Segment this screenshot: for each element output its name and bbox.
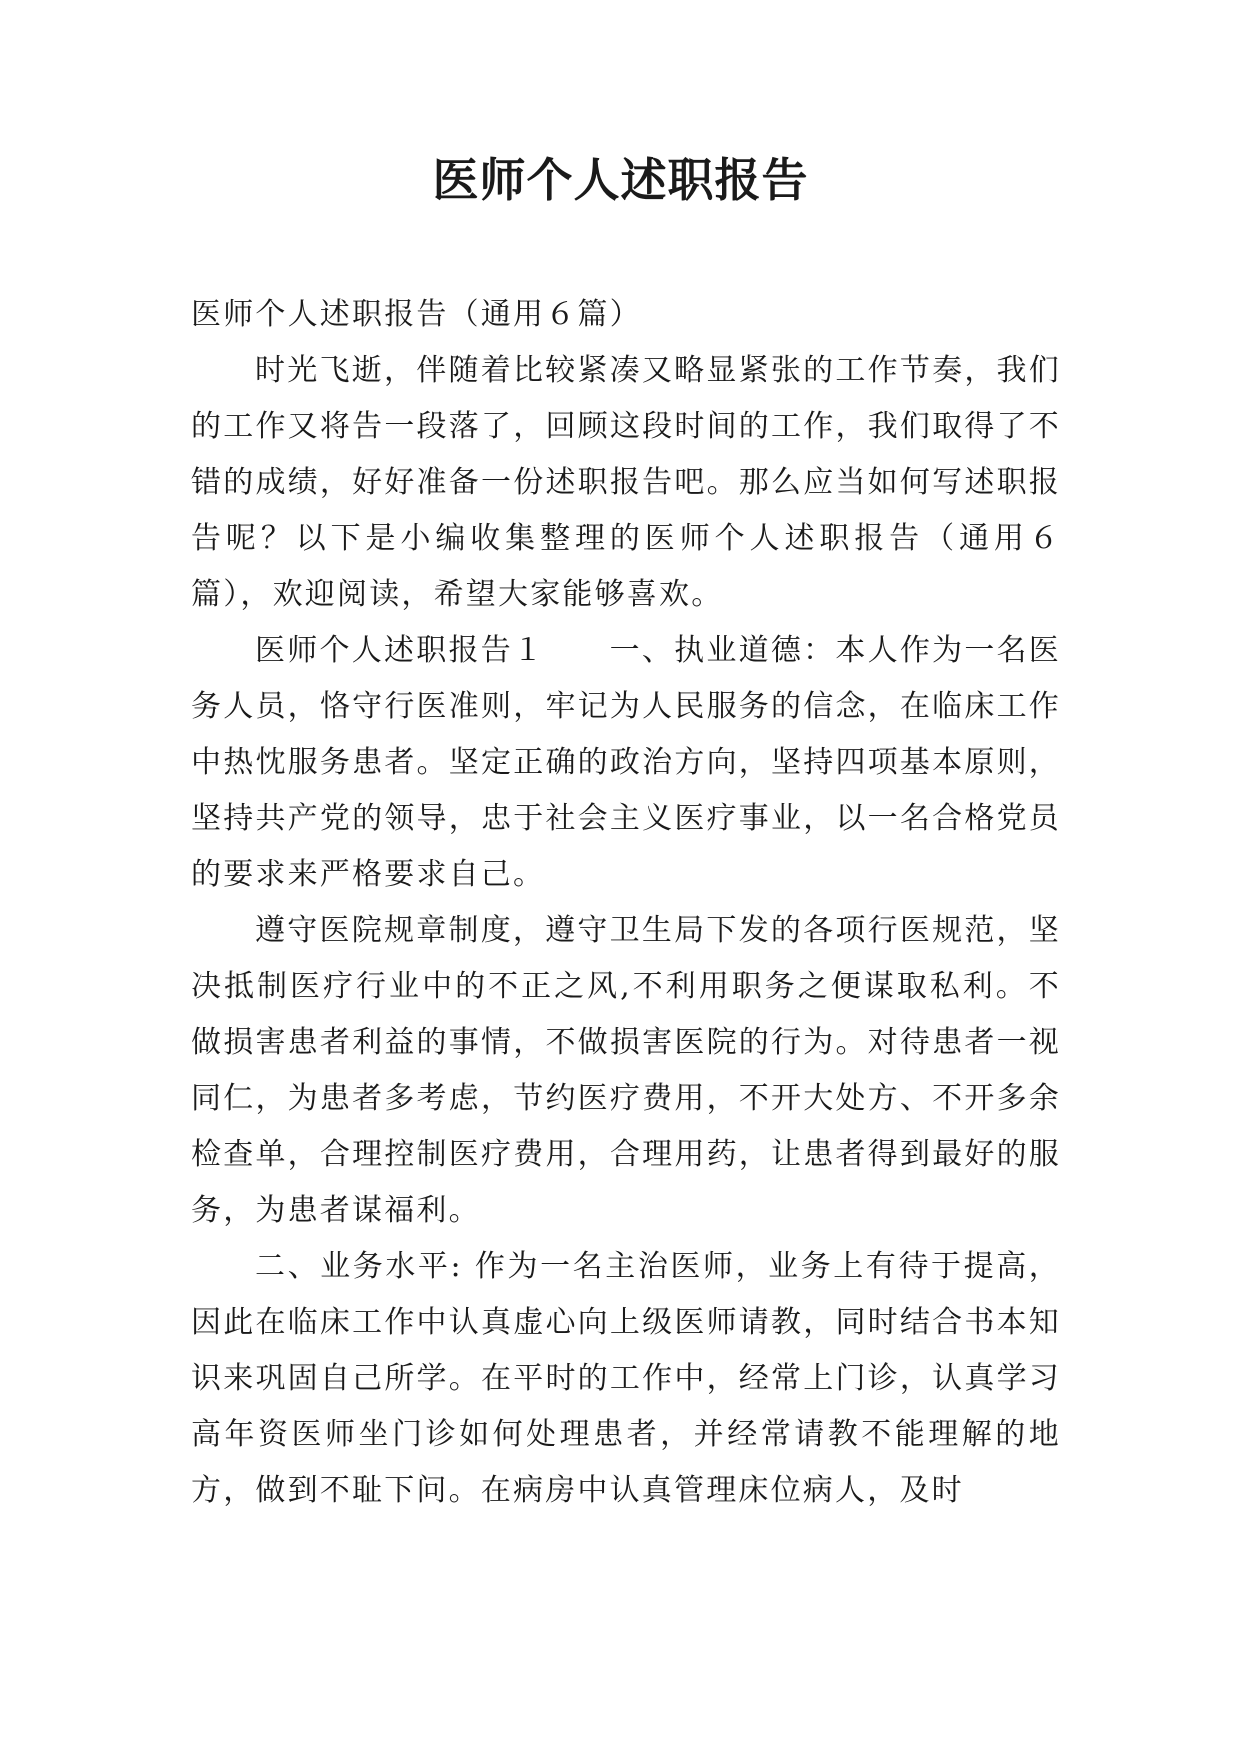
paragraph-rules: 遵守医院规章制度，遵守卫生局下发的各项行医规范，坚决抵制医疗行业中的不正之风,不利用职务之便谋取私利。不做损害患者利益的事情，不做损害医院的行为。对待患者一视同仁，为患者多考虑，节约医疗费用，不开大处方、不开多余检查单，合理控制医疗费用，合理用药，让患者得到最好的服务，为患者谋福利。 [191,913,1061,1228]
paragraph-intro: 时光飞逝，伴随着比较紧凑又略显紧张的工作节奏，我们的工作又将告一段落了，回顾这段时间的工作，我们取得了不错的成绩，好好准备一份述职报告吧。那么应当如何写述职报告呢？以下是小编收集整理的医师个人述职报告（通用６篇），欢迎阅读，希望大家能够喜欢。 [191,353,1061,612]
paragraph-subtitle: 医师个人述职报告（通用６篇） [191,297,642,332]
paragraph-skills: 二、业务水平: 作为一名主治医师，业务上有待于提高，因此在临床工作中认真虚心向上级医师请教，同时结合书本知识来巩固自己所学。在平时的工作中，经常上门诊，认真学习高年资医师坐门诊如何处理患者，并经常请教不能理解的地方，做到不耻下问。在病房中认真管理床位病人，及时 [191,1249,1061,1508]
paragraph-report-1-ethics: 医师个人述职报告１ 一、执业道德：本人作为一名医务人员，恪守行医准则，牢记为人民服务的信念，在临床工作中热忱服务患者。坚定正确的政治方向，坚持四项基本原则，坚持共产党的领导，忠于社会主义医疗事业，以一名合格党员的要求来严格要求自己。 [191,633,1061,892]
document-body [191,287,1061,1519]
document-title: 医师个人述职报告 [432,153,809,207]
